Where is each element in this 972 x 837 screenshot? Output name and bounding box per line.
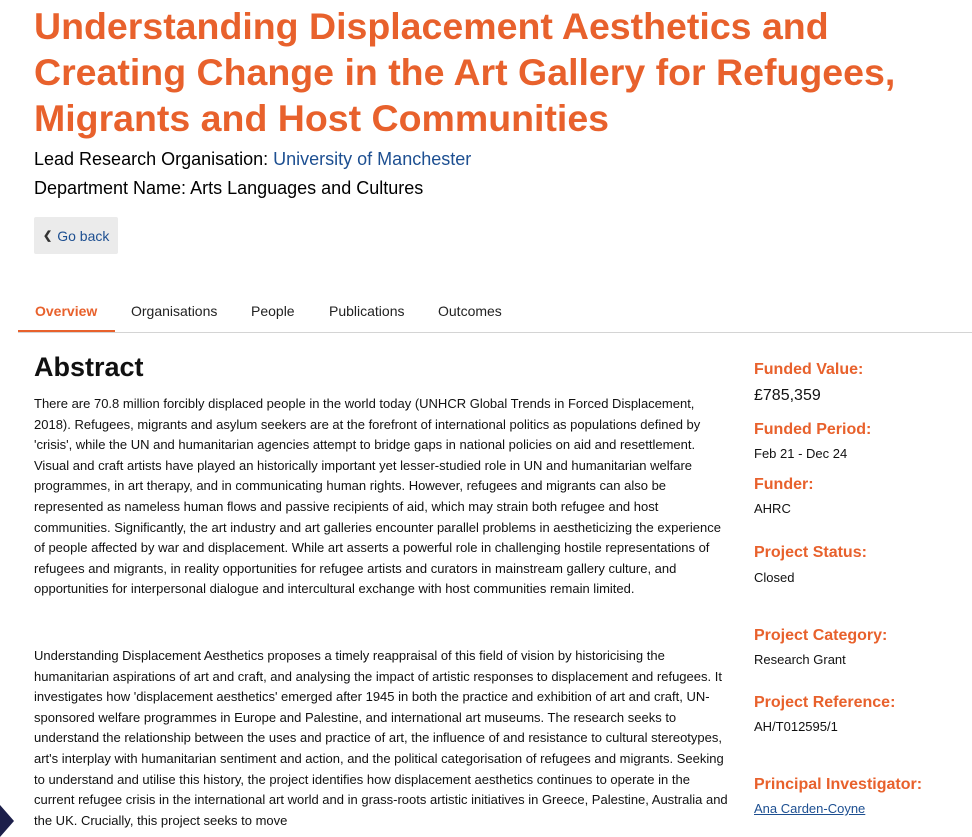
principal-investigator-link[interactable]: Ana Carden-Coyne — [754, 801, 866, 816]
abstract-heading: Abstract — [34, 352, 144, 382]
project-category-label: Project Category: — [754, 627, 888, 644]
corner-decoration — [0, 805, 14, 837]
chevron-left-icon: ❮ — [43, 230, 53, 242]
project-category: Research Grant — [754, 652, 846, 667]
abstract-paragraph: Understanding Displacement Aesthetics proposes a timely reappraisal of this field of vision by historicising the humanitarian aspirations of art and craft, and analysing the impact of artistic responses to displacement and refugees. It investigates how 'displacement aesthetics' emerged after 1945 in both the practice and exhibition of art and craft, UN-sponsored welfare programmes in Europe and Palestine, and international art museums. The research seeks to understand the relationship between the uses and practice of art, the influence of and resistance to cultural stereotypes, art's interplay with humanitarian sentiment and action, and the political categorisation of refugees and migrants. Seeking to understand and utilise this history, the project identifies how displacement aesthetics continues to operate in the current refugee crisis in the international art world and in grass-roots artistic initiatives in Greece, Palestine, Australia and the UK. Crucially, this project seeks to move — [34, 648, 728, 828]
project-reference: AH/T012595/1 — [754, 719, 838, 734]
active-tab-indicator — [18, 330, 115, 332]
principal-investigator-label: Principal Investigator: — [754, 776, 923, 793]
go-back-button[interactable] — [34, 217, 118, 254]
project-status: Closed — [754, 570, 795, 585]
funded-period: Feb 21 - Dec 24 — [754, 446, 848, 461]
tab-organisations[interactable]: Organisations — [131, 303, 218, 319]
department-value: Arts Languages and Cultures — [190, 178, 424, 198]
lead-organisation-label: Lead Research Organisation: — [34, 149, 269, 169]
funded-value-label: Funded Value: — [754, 361, 864, 378]
lead-organisation-link[interactable]: University of Manchester — [273, 149, 472, 169]
tab-overview[interactable]: Overview — [35, 303, 98, 319]
principal-investigator — [754, 800, 865, 818]
project-status-label: Project Status: — [754, 544, 867, 561]
lead-organisation — [34, 148, 471, 170]
funded-period-label: Funded Period: — [754, 421, 872, 438]
tab-outcomes[interactable]: Outcomes — [438, 303, 502, 319]
project-reference-label: Project Reference: — [754, 694, 896, 711]
funded-value: £785,359 — [754, 387, 821, 404]
tab-people[interactable]: People — [251, 303, 295, 319]
abstract-paragraph: There are 70.8 million forcibly displaced people in the world today (UNHCR Global Trends in Forced Displacement, 2018). Refugees, migrants and asylum seekers are at the forefront of international politics as populations defined by 'crisis', while the UN and humanitarian agencies attempt to bridge gaps in national policies on aid and resettlement. Visual and craft artists have played an historically important yet lesser-studied role in UN and humanitarian welfare programmes, in art therapy, and in communicating human rights. However, refugees and migrants can also be represented as nameless human flows and passive recipients of aid, which may strain both refugee and host communities. Significantly, the art industry and art galleries encounter parallel problems in aestheticizing the experience of people affected by war and displacement. While art asserts a powerful role in challenging hostile representations of refugees and migrants, in reality opportunities for refugee artists and curators in mainstream gallery culture, and opportunities for interpersonal dialogue and intercultural exchange with host communities remain limited. — [34, 396, 721, 597]
tab-bar — [18, 296, 972, 333]
tab-publications[interactable]: Publications — [329, 303, 405, 319]
department-name — [34, 177, 423, 199]
go-back-label: Go back — [57, 227, 110, 244]
department-label: Department Name: — [34, 178, 187, 198]
funder-label: Funder: — [754, 476, 814, 493]
page-title: Understanding Displacement Aesthetics and Creating Change in the Art Gallery for Refugees, Migrants and Host Communities — [34, 5, 896, 139]
funder: AHRC — [754, 501, 791, 516]
